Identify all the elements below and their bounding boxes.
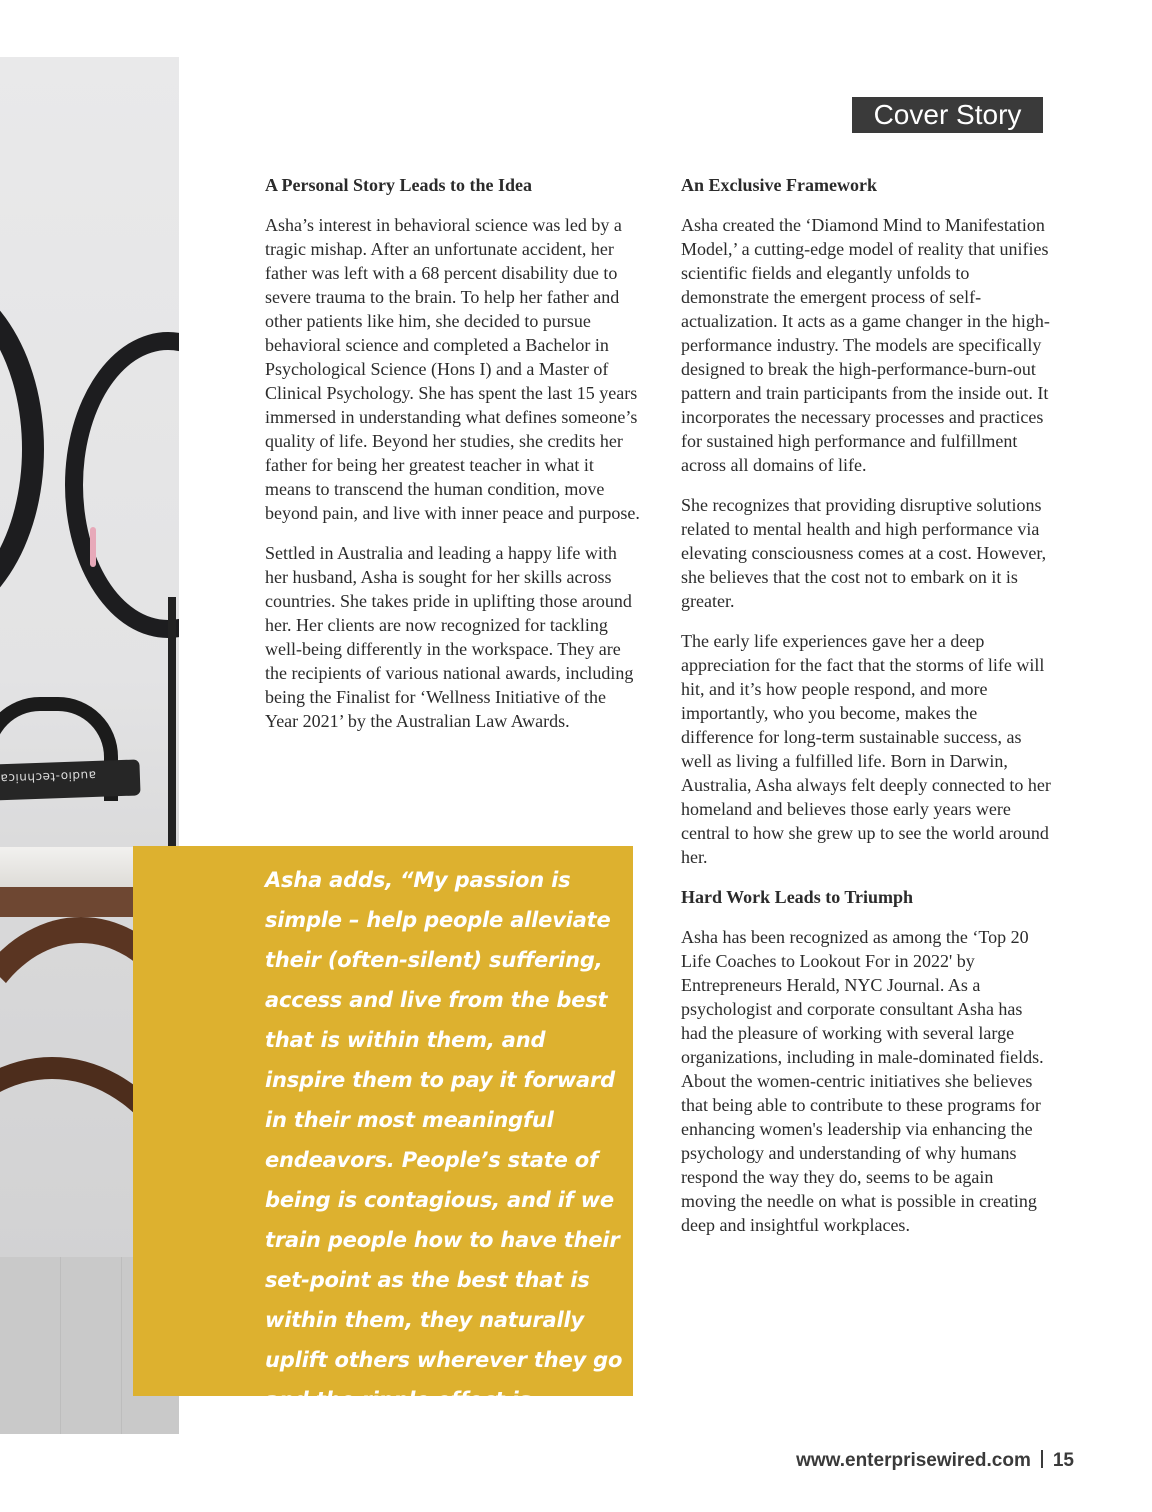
ring-light <box>65 332 179 638</box>
right-column <box>681 173 1051 1253</box>
headphones-brand: audio-technica <box>0 768 97 786</box>
body-paragraph: Settled in Australia and leading a happy life with her husband, Asha is sought for her skills across countries. She takes pride in uplifting those around her. Her clients are now recognized for tackling well-being differently in the workspace. They are the recipients of various national awards, including being the Finalist for ‘Wellness Initiative of the Year 2021’ by the Australian Law Awards. <box>265 543 634 731</box>
section-heading: An Exclusive Framework <box>681 175 877 195</box>
pull-quote-box <box>133 846 633 1452</box>
page-number: 15 <box>1052 1450 1074 1471</box>
body-paragraph: Asha created the ‘Diamond Mind to Manifestation Model,’ a cutting-edge model of reality that unifies scientific fields and elegantly unfolds to demonstrate the emergent process of self-actualization. It acts as a game changer in the high-performance industry. The models are specifically designed to break the high-performance-burn-out pattern and train participants from the inside out. It incorporates the necessary processes and practices for sustained high performance and fulfillment across all domains of life. <box>681 215 1050 475</box>
section-badge: Cover Story <box>852 97 1043 133</box>
body-paragraph: She recognizes that providing disruptive solutions related to mental health and high performance via elevating consciousness comes at a cost. However, she believes that the cost not to embark on it is greater. <box>681 495 1047 611</box>
body-paragraph: Asha’s interest in behavioral science was led by a tragic mishap. After an unfortunate accident, her father was left with a 68 percent disability due to severe trauma to the brain. To help her father and other patients like him, she decided to pursue behavioral science and completed a Bachelor in Psychological Science (Hons I) and a Master of Clinical Psychology. She has spent the last 15 years immersed in understanding what defines someone’s quality of life. Beyond her studies, she credits her father for being her greatest teacher in what it means to transcend the human condition, move beyond pain, and live with inner peace and purpose. <box>265 215 640 523</box>
pull-quote-text: Asha adds, “My passion is simple – help people alleviate their (often-silent) suffering, access and live from the best that is within them, and inspire them to pay it forward in their most meaningful endeavors. People’s state of being is contagious, and if we train people how to have their set-point as the best that is within them, they naturally uplift others wherever they go and the ripple effect is exponential.” <box>265 868 623 1452</box>
section-heading: Hard Work Leads to Triumph <box>681 887 914 907</box>
light-stand <box>168 597 176 857</box>
website-link[interactable]: www.enterprisewired.com <box>796 1450 1031 1471</box>
left-column <box>265 173 640 749</box>
section-heading: A Personal Story Leads to the Idea <box>265 175 532 195</box>
ring-light-glow <box>90 527 96 567</box>
page-footer <box>796 1450 1074 1472</box>
body-paragraph: Asha has been recognized as among the ‘Top 20 Life Coaches to Lookout For in 2022' by Entrepreneurs Herald, NYC Journal. As a psychologist and corporate consultant Asha has had the pleasure of working with several large organizations, including in male-dominated fields. About the women-centric initiatives she believes that being able to contribute to these programs for enhancing women's leadership via enhancing the psychology and understanding of why humans respond the way they do, seems to be again moving the needle on what is possible in creating deep and insightful workplaces. <box>681 927 1044 1235</box>
ring-light <box>0 272 44 626</box>
footer-divider <box>1041 1450 1043 1468</box>
body-paragraph: The early life experiences gave her a deep appreciation for the fact that the storms of life will hit, and it’s how people respond, and more importantly, who you become, makes the difference for long-term sustainable success, as well as living a fulfilled life. Born in Darwin, Australia, Asha always felt deeply connected to her homeland and believes those early years were central to how she grew up to see the world around her. <box>681 631 1051 867</box>
